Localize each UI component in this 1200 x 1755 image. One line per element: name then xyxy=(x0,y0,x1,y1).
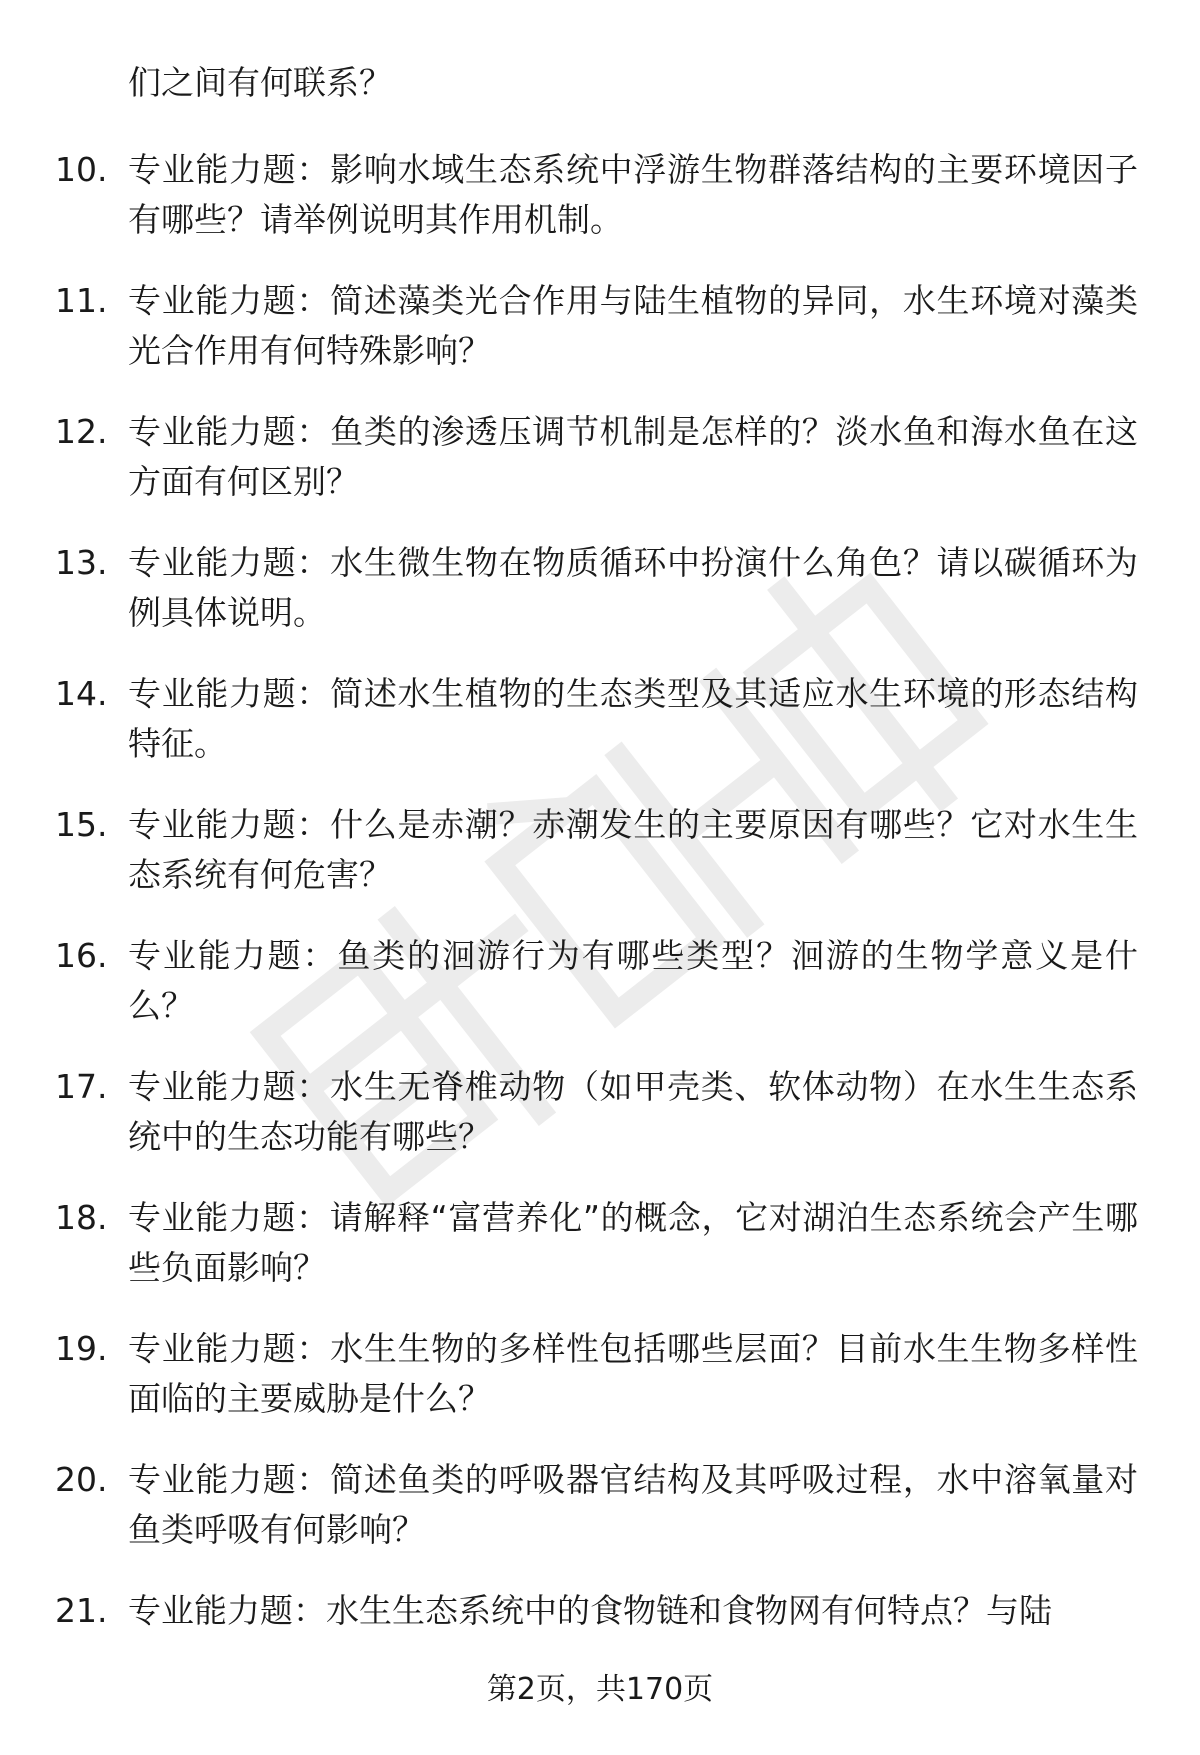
question-text: 专业能力题：鱼类的洄游行为有哪些类型？洄游的生物学意义是什么？ xyxy=(128,936,1138,1025)
question-item xyxy=(0,538,1200,669)
question-text: 专业能力题：水生微生物在物质循环中扮演什么角色？请以碳循环为例具体说明。 xyxy=(128,543,1138,632)
question-text: 专业能力题：水生无脊椎动物（如甲壳类、软体动物）在水生生态系统中的生态功能有哪些？ xyxy=(128,1067,1138,1156)
question-item xyxy=(0,669,1200,800)
question-number: 13. xyxy=(55,543,108,582)
page-footer: 第2页，共170页 xyxy=(486,1672,714,1707)
question-number: 15. xyxy=(55,805,108,844)
question-item xyxy=(0,1062,1200,1193)
question-item xyxy=(0,407,1200,538)
question-text: 专业能力题：简述藻类光合作用与陆生植物的异同，水生环境对藻类光合作用有何特殊影响？ xyxy=(128,281,1138,370)
question-text: 专业能力题：什么是赤潮？赤潮发生的主要原因有哪些？它对水生生态系统有何危害？ xyxy=(128,805,1138,894)
question-number: 16. xyxy=(55,936,108,975)
question-number: 18. xyxy=(55,1198,108,1237)
question-number: 12. xyxy=(55,412,108,451)
question-number: 10. xyxy=(55,150,108,189)
question-list xyxy=(0,145,1200,1717)
question-text: 专业能力题：鱼类的渗透压调节机制是怎样的？淡水鱼和海水鱼在这方面有何区别？ xyxy=(128,412,1138,501)
question-number: 17. xyxy=(55,1067,108,1106)
question-item xyxy=(0,1455,1200,1586)
continuation-text: 们之间有何联系？ xyxy=(128,63,392,102)
question-number: 14. xyxy=(55,674,108,713)
question-text: 专业能力题：水生生态系统中的食物链和食物网有何特点？与陆 xyxy=(128,1591,1052,1630)
question-item xyxy=(0,276,1200,407)
question-number: 11. xyxy=(55,281,108,320)
question-item xyxy=(0,1193,1200,1324)
question-item xyxy=(0,931,1200,1062)
question-item xyxy=(0,145,1200,276)
question-item xyxy=(0,1324,1200,1455)
question-text: 专业能力题：简述鱼类的呼吸器官结构及其呼吸过程，水中溶氧量对鱼类呼吸有何影响？ xyxy=(128,1460,1138,1549)
question-text: 专业能力题：水生生物的多样性包括哪些层面？目前水生生物多样性面临的主要威胁是什么？ xyxy=(128,1329,1138,1418)
question-text: 专业能力题：请解释“富营养化”的概念，它对湖泊生态系统会产生哪些负面影响？ xyxy=(128,1198,1138,1287)
question-number: 21. xyxy=(55,1591,108,1630)
question-number: 20. xyxy=(55,1460,108,1499)
question-text: 专业能力题：简述水生植物的生态类型及其适应水生环境的形态结构特征。 xyxy=(128,674,1138,763)
question-text: 专业能力题：影响水域生态系统中浮游生物群落结构的主要环境因子有哪些？请举例说明其作用机制。 xyxy=(128,150,1138,239)
question-item xyxy=(0,800,1200,931)
question-number: 19. xyxy=(55,1329,108,1368)
